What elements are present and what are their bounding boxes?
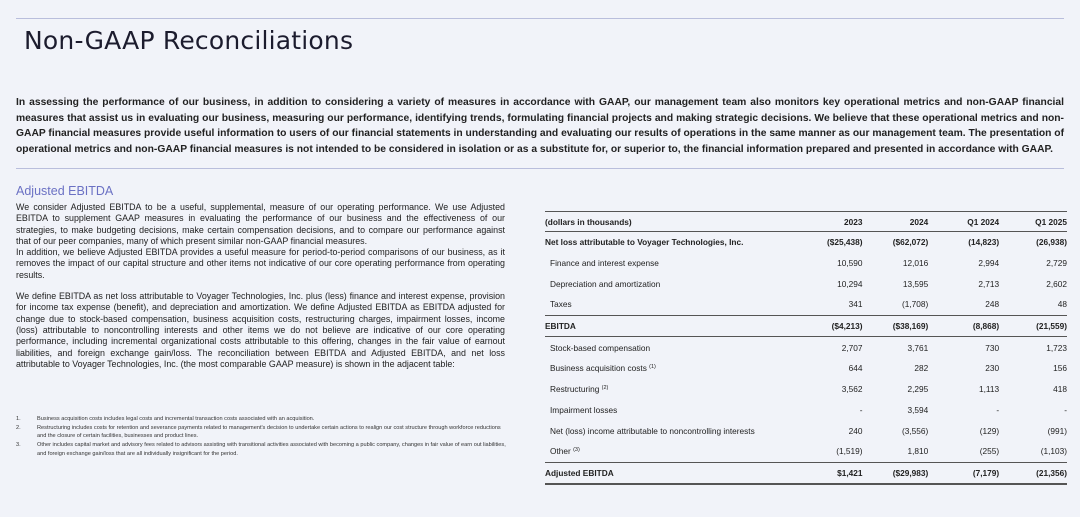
table-row-stock-compensation: Stock-based compensation 2,707 3,761 730 1,723: [550, 342, 1067, 353]
top-divider: [16, 18, 1064, 19]
header-2024: 2024: [863, 212, 929, 232]
header-q1-2025: Q1 2025: [999, 212, 1067, 232]
table-row-impairment: Impairment losses - 3,594 - -: [550, 404, 1067, 415]
table-row-other: Other $^{(3)}$ (1,519) 1,810 (255) (1,103): [550, 446, 1067, 457]
footnote-ref-2: (2): [601, 385, 609, 392]
page-title: Non-GAAP Reconciliations: [24, 26, 354, 55]
intro-paragraph: In assessing the performance of our business, in addition to considering a variety of measures in accordance with GAAP, our management team also monitors key operational metrics and non-GAAP financial measures that assist us in evaluating our business, measuring our performance, identifying trends, formulating financial projects and making strategic decisions. We believe that these operational metrics and non-GAAP financial measures provide useful information to users of our financial statements in understanding and evaluating our results of operations in the same manner as our management team. The presentation of operational metrics and non-GAAP financial measures is not intended to be considered in isolation or as a substitute for, or superior to, the financial information prepared and presented in accordance with GAAP.: [16, 97, 1065, 155]
description-paragraph-2: In addition, we believe Adjusted EBITDA provides a useful measure for period-to-period comparisons of our business, as it removes the impact of our capital structure and other items not indicative of our core operating performance from operating results.: [16, 247, 505, 280]
footnotes: [16, 415, 506, 459]
table-header-row: [545, 212, 1067, 232]
table-row-acquisition-costs: Business acquisition costs $^{(1)}$ 644 282 230 156: [550, 363, 1067, 374]
reconciliation-table: [545, 211, 1067, 485]
footnote-1: 1. Business acquisition costs includes legal costs and incremental transaction costs associated with an acquisition.: [16, 416, 315, 422]
table-row-adjusted-ebitda: Adjusted EBITDA $1,421 ($29,983) (7,179) (21,356): [545, 462, 1067, 484]
adjusted-ebitda-description: [16, 184, 505, 370]
table-row-noncontrolling: Net (loss) income attributable to noncontrolling interests 240 (3,556) (129) (991): [550, 425, 1067, 436]
table-row-depreciation: Depreciation and amortization 10,294 13,595 2,713 2,602: [550, 278, 1067, 289]
section-title: Adjusted EBITDA: [16, 184, 114, 198]
section-divider: [16, 168, 1064, 169]
table-row-finance-interest: Finance and interest expense 10,590 12,016 2,994 2,729: [550, 258, 1067, 269]
description-paragraph-1: We consider Adjusted EBITDA to be a useful, supplemental, measure of our operating performance. We use Adjusted EBITDA to supplement GAAP measures in evaluating the performance of our business and the effectiveness of our strategies, to make budgeting decisions, make certain compensation decisions, and to compare our performance against that of our peer companies, many of which present similar non-GAAP financial measures.: [16, 202, 505, 246]
header-units: (dollars in thousands): [545, 212, 797, 232]
table-row-taxes: Taxes 341 (1,708) 248 48: [550, 299, 1067, 310]
table-row-net-loss: Net loss attributable to Voyager Technologies, Inc. ($25,438) ($62,072) (14,823) (26,938): [545, 237, 1067, 248]
footnote-2: 2. Restructuring includes costs for retention and severance payments related to management's decision to undertake certain actions to realign our cost structure through workforce reductions and the closure of certain facilities, businesses and product lines.: [16, 424, 501, 440]
header-2023: 2023: [797, 212, 863, 232]
footnote-ref-1: (1): [649, 364, 656, 371]
header-q1-2024: Q1 2024: [928, 212, 999, 232]
footnote-3: 3. Other includes capital market and advisory fees related to advisors assisting with transitional activities associated with becoming a public company, changes in fair value of earn out liabilities, and foreign exchange gain/loss that are all individually insignificant for the period.: [16, 442, 506, 457]
table-row-ebitda: EBITDA ($4,213) ($38,169) (8,868) (21,559): [545, 315, 1067, 337]
footnote-ref-3: (3): [573, 447, 580, 454]
table-row-restructuring: Restructuring $^{(2)}$ 3,562 2,295 1,113 418: [550, 384, 1067, 395]
description-paragraph-3: We define EBITDA as net loss attributable to Voyager Technologies, Inc. plus (less) finance and interest expense, provision for income tax expense (benefit), and depreciation and amortization. We define Adjusted EBITDA as EBITDA adjusted for change due to stock-based compensation, business acquisition costs, restructuring charges, impairment losses, income (loss) attributable to noncontrolling interests and other items we do not believe are indicative of our core operating performance, including incremental organizational costs attributable to this offering, changes in the fair value of earnout liabilities, and foreign exchange gain/loss. The reconciliation between EBITDA and Adjusted EBITDA, and net loss attributable to Voyager Technologies, Inc. (the most comparable GAAP measure) is shown in the adjacent table:: [16, 291, 505, 369]
